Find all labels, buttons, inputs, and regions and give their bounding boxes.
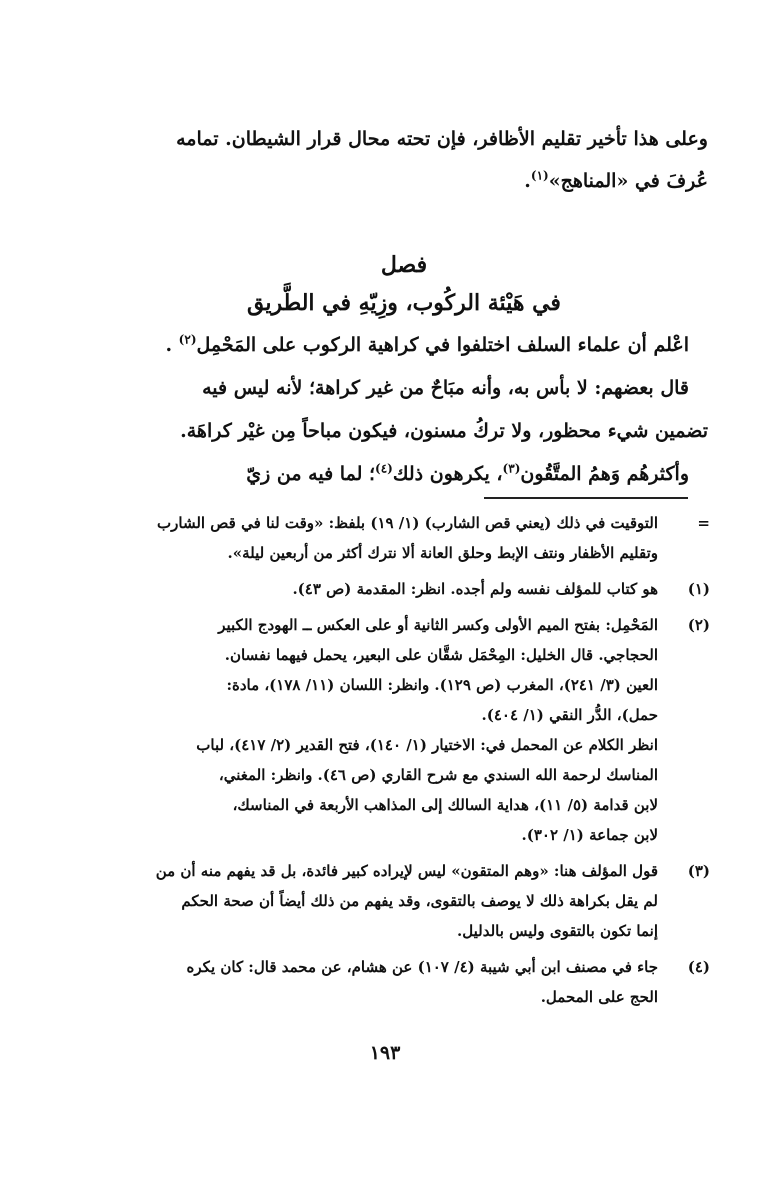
paragraph-2-line-2: تضمين شيء محظور، ولا تركُ مسنون، فيكون مباحاً مِن غيْر كراهَة.: [180, 420, 708, 442]
footnote-line: انظر الكلام عن المحمل في: الاختيار (١/ ١٤٠)، فتح القدير (٢/ ٤١٧)، لباب: [196, 736, 658, 754]
paragraph-1: [100, 324, 708, 367]
footnote-1-marker: (١): [687, 580, 710, 598]
footnote-1: [100, 574, 710, 604]
footnote-line: العين (٣/ ٢٤١)، المغرب (ص ١٢٩). وانظر: اللسان (١١/ ١٧٨)، مادة:: [226, 676, 658, 694]
paragraph-3: [100, 453, 708, 496]
paragraph-3-text-c: ؛ لما فيه من زيّ: [246, 463, 376, 485]
footnotes: [100, 508, 710, 1012]
footnote-line: الحج على المحمل.: [540, 988, 658, 1006]
footnote-ref-4[interactable]: (٤): [375, 461, 393, 476]
section-subtitle: في هَيْئة الركُوب، وزِيّهِ في الطَّريق: [247, 290, 561, 316]
footnote-4: [100, 952, 710, 1012]
footnote-ref-3[interactable]: (٣): [502, 461, 521, 476]
paragraph-2-text-1: قال بعضهم: لا بأس به، وأنه مبَاحٌ من غير كراهة؛ لأنه ليس فيه: [202, 377, 689, 399]
footnote-2: [100, 610, 710, 850]
footnote-3-marker: (٣): [687, 862, 710, 880]
footnote-line: إنما تكون بالتقوى وليس بالدليل.: [457, 922, 658, 940]
footnote-line: وتقليم الأظفار ونتف الإبط وحلق العانة ألا نترك أكثر من أربعين ليلة».: [227, 544, 658, 562]
footnote-line: التوقيت في ذلك (يعني قص الشارب) (١/ ١٩) بلفظ: «وقت لنا في قص الشارب: [157, 514, 658, 532]
footnote-ref-2[interactable]: (٢): [178, 332, 197, 347]
footnote-line: هو كتاب للمؤلف نفسه ولم أجده. انظر: المقدمة (ص ٤٣).: [292, 580, 658, 598]
footnote-4-marker: (٤): [687, 958, 710, 976]
footnote-line: المناسك لرحمة الله السندي مع شرح القاري (ص ٤٦). وانظر: المغني،: [218, 766, 658, 784]
paragraph-2-line-1: [100, 367, 708, 410]
footnote-line: لابن جماعة (١/ ٣٠٢).: [521, 826, 658, 844]
footnote-line: قول المؤلف هنا: «وهم المتقون» ليس لإيراده كبير فائدة، بل قد يفهم منه أن من: [155, 862, 658, 880]
footnote-continued: [100, 508, 710, 568]
footnote-continued-marker: =: [697, 514, 710, 532]
paragraph-3-text-a: وأكثرهُم وَهمُ المتَّقُون: [520, 463, 689, 485]
paragraph-3-text-b: ، يكرهون ذلك: [392, 463, 503, 485]
intro-line-1: وعلى هذا تأخير تقليم الأظافر، فإن تحته محال قرار الشيطان. تمامه: [176, 128, 708, 150]
intro-line-2-end: .: [524, 170, 531, 192]
intro-line-2-text: عُرفَ في «المناهج»: [548, 170, 708, 192]
section-title: فصل: [380, 252, 428, 278]
page-number: ١٩٣: [369, 1042, 401, 1064]
paragraph-1-text: اعْلم أن علماء السلف اختلفوا في كراهية الركوب على المَحْمِل: [196, 334, 689, 356]
footnote-line: لابن قدامة (٥/ ١١)، هداية السالك إلى المذاهب الأربعة في المناسك،: [232, 796, 658, 814]
footnote-line: حمل)، الدُّر النقي (١/ ٤٠٤).: [481, 706, 658, 724]
main-text: [100, 118, 708, 496]
footnote-3: [100, 856, 710, 946]
footnote-2-marker: (٢): [687, 616, 710, 634]
footnote-line: لم يقل بكراهة ذلك لا يوصف بالتقوى، وقد يفهم من ذلك أيضاً أن صحة الحكم: [181, 892, 658, 910]
footnote-line: المَحْمِل: بفتح الميم الأولى وكسر الثانية أو على العكس ــ الهودج الكبير: [218, 616, 658, 634]
footnote-line: الحجاجي. قال الخليل: المِحْمَل شقَّان على البعير، يحمل فيهما نفسان.: [224, 646, 658, 664]
footnote-ref-1[interactable]: (١): [530, 168, 549, 183]
footnote-divider: [484, 497, 688, 499]
paragraph-1-end: .: [165, 334, 179, 356]
intro-line-2: [100, 160, 708, 202]
footnote-line: جاء في مصنف ابن أبي شيبة (٤/ ١٠٧) عن هشام، عن محمد قال: كان يكره: [186, 958, 658, 976]
